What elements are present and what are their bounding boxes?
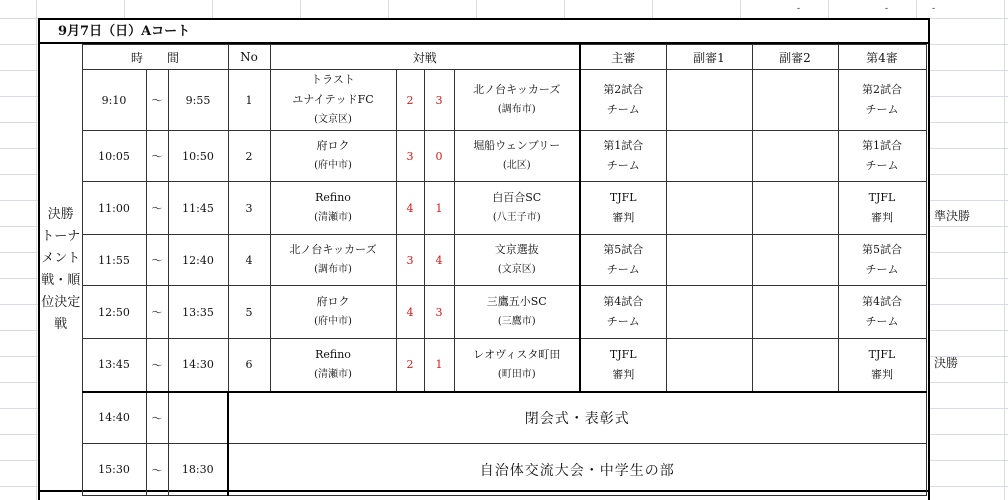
fourth-official-line: チーム (865, 263, 899, 276)
end-time: 13:35 (168, 286, 228, 339)
away-team-line: 北ノ台キッカーズ (473, 83, 561, 96)
start-time: 15:30 (82, 444, 146, 496)
home-team (270, 235, 396, 286)
home-team-line: (調布市) (314, 264, 352, 275)
header-time: 時 間 (82, 45, 228, 70)
event-row (40, 444, 926, 496)
away-score: 1 (424, 339, 454, 392)
round-label-line: 位決定 (41, 295, 81, 310)
away-score: 3 (424, 70, 454, 131)
fourth-official-line: TJFL (868, 347, 896, 361)
match-row (40, 70, 926, 131)
fourth-official-line: チーム (865, 103, 899, 116)
assistant-referee-2 (752, 339, 838, 392)
round-label-line: 決勝 (47, 207, 74, 222)
match-number: 3 (228, 182, 270, 235)
main-referee (580, 235, 666, 286)
end-time (168, 392, 228, 444)
assistant-referee-1 (666, 286, 752, 339)
main-referee (580, 339, 666, 392)
time-tilde: 〜 (146, 286, 168, 339)
home-team-line: (府中市) (314, 316, 352, 327)
event-row (40, 392, 926, 444)
fourth-official (838, 182, 926, 235)
away-team-line: (文京区) (497, 264, 536, 275)
assistant-referee-2 (752, 182, 838, 235)
assistant-referee-2 (752, 131, 838, 182)
match-row (40, 131, 926, 182)
match-number: 2 (228, 131, 270, 182)
away-team (454, 131, 580, 182)
start-time: 13:45 (82, 339, 146, 392)
assistant-referee-1 (666, 70, 752, 131)
time-tilde: 〜 (146, 131, 168, 182)
fourth-official (838, 339, 926, 392)
home-team (270, 339, 396, 392)
home-team-line: Refino (315, 191, 351, 204)
home-team-line: 北ノ台キッカーズ (289, 243, 377, 256)
fourth-official-line: 審判 (871, 367, 893, 381)
end-time: 18:30 (168, 444, 228, 496)
home-score: 3 (396, 235, 424, 286)
schedule-title: 9月7日（日）Aコート (38, 18, 930, 44)
home-team-line: (清瀬市) (314, 368, 352, 380)
time-tilde: 〜 (146, 339, 168, 392)
match-row (40, 339, 926, 392)
match-number: 5 (228, 286, 270, 339)
end-time: 9:55 (168, 70, 228, 131)
round-label (40, 45, 82, 496)
away-team-line: (八王子市) (492, 212, 541, 223)
fourth-official-line: 審判 (871, 211, 893, 224)
fourth-official-line: TJFL (868, 191, 896, 204)
fourth-official-line: 第4試合 (862, 295, 902, 308)
home-team (270, 182, 396, 235)
end-time: 11:45 (168, 182, 228, 235)
main-referee (580, 182, 666, 235)
away-team (454, 339, 580, 392)
main-referee-line: 第1試合 (603, 139, 644, 152)
home-team-line: 府ロク (316, 295, 350, 308)
header-ref-main: 主審 (580, 45, 666, 70)
main-referee-line: 第4試合 (603, 295, 644, 308)
header-ref-2: 副審2 (752, 45, 838, 70)
main-referee-line: チーム (606, 315, 640, 328)
main-referee-line: 第5試合 (603, 243, 644, 256)
home-team (270, 70, 396, 131)
fourth-official-line: チーム (865, 159, 899, 172)
away-team-line: 三鷹五小SC (486, 295, 547, 308)
main-referee (580, 131, 666, 182)
away-team (454, 286, 580, 339)
away-team-line: 堀船ウェンブリー (473, 139, 561, 152)
header-row (40, 45, 926, 70)
assistant-referee-2 (752, 235, 838, 286)
main-referee-line: TJFL (609, 347, 637, 361)
time-tilde: 〜 (146, 392, 168, 444)
away-score: 4 (424, 235, 454, 286)
home-team-line: (文京区) (314, 114, 352, 125)
round-label-line: 戦 (54, 317, 68, 332)
main-referee-line: 第2試合 (603, 83, 644, 96)
match-number: 4 (228, 235, 270, 286)
header-ref-4: 第4審 (838, 45, 926, 70)
fourth-official-line: 第2試合 (862, 83, 902, 96)
assistant-referee-1 (666, 131, 752, 182)
header-no: No (228, 45, 270, 70)
start-time: 12:50 (82, 286, 146, 339)
event-label: 閉会式・表彰式 (228, 392, 926, 444)
round-label-line: 戦・順 (41, 273, 81, 288)
main-referee-line: チーム (606, 103, 640, 116)
fourth-official (838, 235, 926, 286)
fourth-official (838, 70, 926, 131)
fourth-official (838, 286, 926, 339)
round-label-line: トーナ (41, 229, 81, 244)
main-referee-line: 審判 (612, 211, 635, 224)
home-team-line: (府中市) (314, 160, 352, 171)
start-time: 9:10 (82, 70, 146, 131)
header-match: 対戦 (270, 45, 580, 70)
away-team-line: (北区) (502, 160, 531, 171)
home-score: 2 (396, 339, 424, 392)
main-referee-line: 審判 (612, 367, 635, 381)
time-tilde: 〜 (146, 444, 168, 496)
fourth-official (838, 131, 926, 182)
away-team (454, 235, 580, 286)
assistant-referee-1 (666, 235, 752, 286)
cell-dash: - (885, 4, 889, 14)
away-team-line: (調布市) (497, 104, 536, 115)
end-time: 10:50 (168, 131, 228, 182)
home-score: 4 (396, 182, 424, 235)
start-time: 10:05 (82, 131, 146, 182)
away-score: 0 (424, 131, 454, 182)
event-label: 自治体交流大会・中学生の部 (228, 444, 926, 496)
home-score: 3 (396, 131, 424, 182)
home-score: 2 (396, 70, 424, 131)
away-team-line: (三鷹市) (497, 316, 536, 327)
away-score: 1 (424, 182, 454, 235)
cell-dash: - (932, 4, 936, 14)
match-row (40, 182, 926, 235)
end-time: 14:30 (168, 339, 228, 392)
home-score: 4 (396, 286, 424, 339)
away-team (454, 70, 580, 131)
start-time: 11:55 (82, 235, 146, 286)
round-label-line: メント (41, 251, 81, 266)
round-note: 決勝 (934, 356, 959, 370)
main-referee-line: TJFL (609, 191, 637, 204)
assistant-referee-1 (666, 182, 752, 235)
start-time: 11:00 (82, 182, 146, 235)
main-referee-line: チーム (606, 159, 640, 172)
away-team (454, 182, 580, 235)
fourth-official-line: 第1試合 (862, 139, 902, 152)
cell-dash: - (797, 4, 801, 14)
away-team-line: レオヴィスタ町田 (473, 347, 561, 361)
assistant-referee-1 (666, 339, 752, 392)
away-team-line: 文京選抜 (494, 243, 539, 256)
assistant-referee-2 (752, 286, 838, 339)
away-team-line: 白百合SC (492, 191, 542, 204)
time-tilde: 〜 (146, 70, 168, 131)
match-number: 1 (228, 70, 270, 131)
fourth-official-line: 第5試合 (862, 243, 902, 256)
main-referee-line: チーム (606, 263, 640, 276)
home-team-line: ユナイテッドFC (292, 93, 374, 106)
home-team-line: トラスト (311, 73, 355, 86)
schedule-table (40, 44, 927, 496)
start-time: 14:40 (82, 392, 146, 444)
home-team (270, 286, 396, 339)
match-number: 6 (228, 339, 270, 392)
header-ref-1: 副審1 (666, 45, 752, 70)
main-referee (580, 70, 666, 131)
time-tilde: 〜 (146, 182, 168, 235)
away-score: 3 (424, 286, 454, 339)
match-row (40, 286, 926, 339)
end-time: 12:40 (168, 235, 228, 286)
main-referee (580, 286, 666, 339)
round-note: 準決勝 (934, 209, 971, 223)
away-team-line: (町田市) (497, 368, 536, 380)
match-row (40, 235, 926, 286)
home-team (270, 131, 396, 182)
time-tilde: 〜 (146, 235, 168, 286)
fourth-official-line: チーム (865, 315, 899, 328)
assistant-referee-2 (752, 70, 838, 131)
home-team-line: Refino (315, 347, 351, 361)
home-team-line: (清瀬市) (314, 212, 352, 223)
home-team-line: 府ロク (316, 139, 350, 152)
